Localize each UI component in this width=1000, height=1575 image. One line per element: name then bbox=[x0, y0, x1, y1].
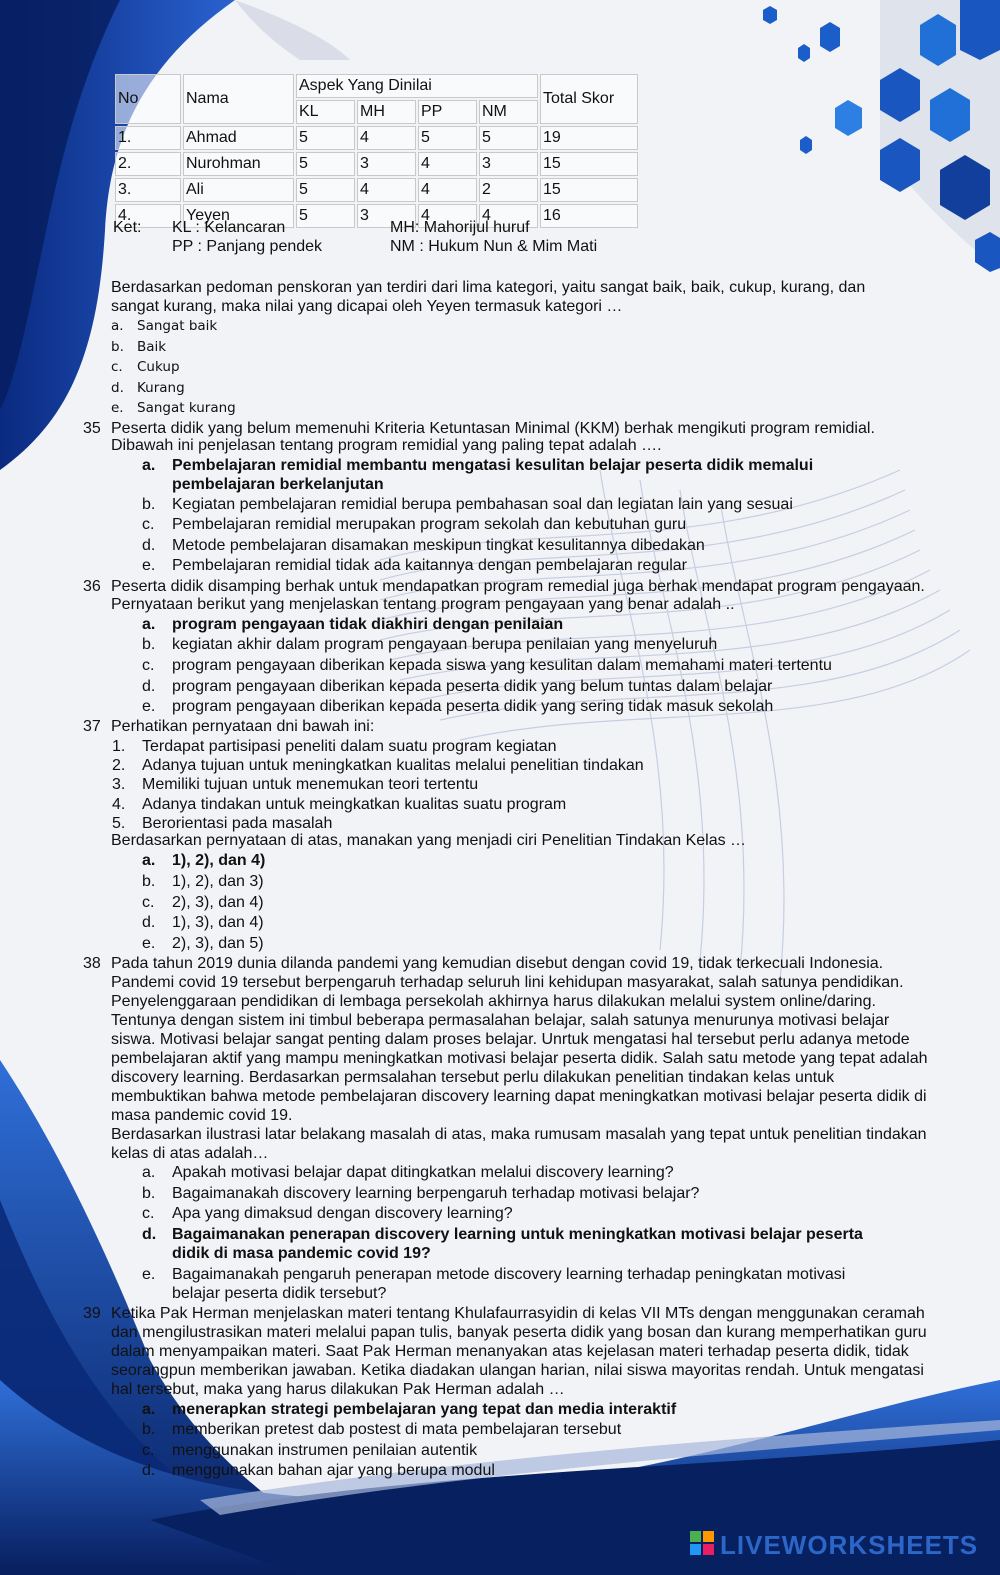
option-letter: b. bbox=[142, 1185, 156, 1202]
q38-line: kelas di atas adalah… bbox=[111, 1145, 269, 1162]
q37-statement-2 bbox=[112, 756, 644, 775]
header-mh: MH bbox=[357, 100, 416, 124]
ket-kl: KL : Kelancaran bbox=[172, 219, 286, 236]
cell-kl: 5 bbox=[296, 178, 355, 202]
statement-text: Berorientasi pada masalah bbox=[142, 815, 333, 832]
cell-nm: 4 bbox=[479, 204, 538, 228]
statement-number: 5. bbox=[112, 815, 126, 832]
option-letter: a. bbox=[142, 616, 156, 633]
cell-pp: 4 bbox=[418, 178, 477, 202]
q38-option-e[interactable] bbox=[142, 1265, 845, 1284]
statement-text: Memiliki tujuan untuk menemukan teori tertentu bbox=[142, 776, 479, 793]
table-row bbox=[115, 152, 638, 176]
option-text: memberikan pretest dab postest di mata pembelajaran tersebut bbox=[172, 1421, 622, 1438]
header-nm: NM bbox=[479, 100, 538, 124]
q36-number: 36 bbox=[83, 578, 101, 595]
q39-line: dan mengilustrasikan materi melalui papan tulis, banyak peserta didik yang bosan dan kurang memperhatikan guru bbox=[111, 1324, 927, 1341]
option-letter: b. bbox=[142, 496, 156, 513]
option-letter: b. bbox=[111, 339, 124, 355]
option-letter: c. bbox=[142, 516, 155, 533]
cell-no: 1. bbox=[115, 126, 181, 150]
cell-kl: 5 bbox=[296, 152, 355, 176]
q34-stem-line1: Berdasarkan pedoman penskoran yan terdiri dari lima kategori, yaitu sangat baik, baik, cukup, kurang, dan bbox=[111, 279, 866, 296]
q39-line: dalam menyampaikan materi. Saat Pak Herman menanyakan atas kejelasan materi terhadap peserta didik, tidak bbox=[111, 1343, 909, 1360]
option-letter: c. bbox=[142, 657, 155, 674]
option-text: Baik bbox=[137, 339, 167, 355]
option-text: program pengayaan diberikan kepada peserta didik yang sering tidak masuk sekolah bbox=[172, 698, 774, 715]
header-pp: PP bbox=[418, 100, 477, 124]
ket-mh: MH: Mahorijul huruf bbox=[390, 219, 530, 236]
cell-pp: 4 bbox=[418, 152, 477, 176]
option-letter: a. bbox=[142, 1401, 156, 1418]
header-nama: Nama bbox=[183, 74, 294, 124]
option-text: Pembelajaran remidial tidak ada kaitannya dengan pembelajaran regular bbox=[172, 557, 687, 574]
q37-option-d[interactable] bbox=[142, 913, 264, 932]
q37-option-b[interactable] bbox=[142, 872, 264, 891]
option-text: Metode pembelajaran disamakan meskipun tingkat kesulitannya dibedakan bbox=[172, 537, 705, 554]
statement-number: 2. bbox=[112, 757, 126, 774]
q38-option-d[interactable] bbox=[142, 1225, 863, 1244]
option-text: program pengayaan diberikan kepada peserta didik yang belum tuntas dalam belajar bbox=[172, 678, 773, 695]
q37-option-a[interactable] bbox=[142, 851, 265, 870]
option-letter: a. bbox=[111, 318, 124, 334]
statement-text: Adanya tindakan untuk meingkatkan kualitas suatu program bbox=[142, 796, 567, 813]
q34-option-b[interactable] bbox=[111, 339, 166, 355]
cell-nm: 5 bbox=[479, 126, 538, 150]
option-text: Bagaimanakah discovery learning berpengaruh terhadap motivasi belajar? bbox=[172, 1185, 700, 1202]
option-text: menerapkan strategi pembelajaran yang tepat dan media interaktif bbox=[172, 1401, 677, 1418]
header-total: Total Skor bbox=[540, 74, 638, 124]
q39-line: hal tersebut, maka yang harus dilakukan Pak Herman adalah … bbox=[111, 1381, 565, 1398]
option-text: 2), 3), dan 5) bbox=[172, 935, 264, 952]
statement-text: Terdapat partisipasi peneliti dalam suatu program kegiatan bbox=[142, 738, 557, 755]
cell-total: 16 bbox=[540, 204, 638, 228]
liveworksheets-logo-icon bbox=[690, 1531, 714, 1555]
q37-statement-1 bbox=[112, 737, 556, 756]
cell-nm: 3 bbox=[479, 152, 538, 176]
cell-nama: Ahmad bbox=[183, 126, 294, 150]
q35-option-c[interactable] bbox=[142, 515, 686, 534]
option-letter: d. bbox=[142, 678, 156, 695]
option-text: Pembelajaran remidial membantu mengatasi kesulitan belajar peserta didik memalui bbox=[172, 457, 814, 474]
option-letter: a. bbox=[142, 457, 156, 474]
option-text: 2), 3), dan 4) bbox=[172, 894, 264, 911]
q36-stem-line2: Pernyataan berikut yang menjelaskan tentang program pengayaan yang benar adalah .. bbox=[111, 596, 735, 613]
q38-option-d-cont: didik di masa pandemic covid 19? bbox=[172, 1245, 431, 1262]
option-letter: e. bbox=[142, 1266, 156, 1283]
q38-line: discovery learning. Berdasarkan permsalahan tersebut perlu dilakukan penelitian tindakan kelas untuk bbox=[111, 1069, 835, 1086]
q37-option-e[interactable] bbox=[142, 934, 264, 953]
q35-option-e[interactable] bbox=[142, 556, 687, 575]
cell-mh: 3 bbox=[357, 204, 416, 228]
q37-statement-4 bbox=[112, 795, 566, 814]
option-text: kegiatan akhir dalam program pengayaan berupa penilaian yang menyeluruh bbox=[172, 636, 718, 653]
option-letter: d. bbox=[142, 914, 156, 931]
q37-statement-3 bbox=[112, 775, 478, 794]
q36-stem-line1: Peserta didik disamping berhak untuk mendapatkan program remedial juga berhak mendapat program pengayaan. bbox=[111, 578, 925, 595]
q38-line: Penyelenggaraan pendidikan di lembaga persekolah akhirnya harus dilakukan melalui system online/daring. bbox=[111, 993, 876, 1010]
q38-option-b[interactable] bbox=[142, 1184, 699, 1203]
option-text: Bagaimanakan penerapan discovery learning untuk meningkatkan motivasi belajar peserta bbox=[172, 1226, 863, 1243]
option-text: Apakah motivasi belajar dapat ditingkatkan melalui discovery learning? bbox=[172, 1164, 674, 1181]
cell-nama: Ali bbox=[183, 178, 294, 202]
cell-mh: 4 bbox=[357, 126, 416, 150]
q36-option-c[interactable] bbox=[142, 656, 832, 675]
q36-option-a[interactable] bbox=[142, 615, 563, 634]
option-letter: d. bbox=[111, 380, 124, 396]
header-no: No bbox=[115, 74, 181, 124]
q39-line: seorangpun memberikan jawaban. Ketika diadakan ulangan harian, nilai siswa mayoritas rendah. Untuk mengatasi bbox=[111, 1362, 924, 1379]
option-letter: c. bbox=[142, 894, 155, 911]
q35-stem-line2: Dibawah ini penjelasan tentang program remidial yang paling tepat adalah …. bbox=[111, 437, 662, 454]
q34-stem-line2: sangat kurang, maka nilai yang dicapai oleh Yeyen termasuk kategori … bbox=[111, 298, 623, 315]
cell-total: 15 bbox=[540, 178, 638, 202]
q36-option-e[interactable] bbox=[142, 697, 773, 716]
option-text: menggunakan bahan ajar yang berupa modul bbox=[172, 1462, 495, 1479]
liveworksheets-brand[interactable]: LIVEWORKSHEETS bbox=[720, 1530, 979, 1560]
cell-nama: Nurohman bbox=[183, 152, 294, 176]
q39-option-c[interactable] bbox=[142, 1441, 477, 1460]
ket-nm: NM : Hukum Nun & Mim Mati bbox=[390, 238, 598, 255]
option-letter: d. bbox=[142, 1226, 157, 1243]
option-letter: c. bbox=[142, 1442, 155, 1459]
q35-option-d[interactable] bbox=[142, 536, 705, 555]
option-text: Apa yang dimaksud dengan discovery learning? bbox=[172, 1205, 513, 1222]
table-row bbox=[115, 126, 638, 150]
cell-kl: 5 bbox=[296, 126, 355, 150]
statement-text: Adanya tujuan untuk meningkatkan kualitas melalui penelitian tindakan bbox=[142, 757, 644, 774]
option-letter: e. bbox=[142, 935, 156, 952]
statement-number: 3. bbox=[112, 776, 126, 793]
q37-option-c[interactable] bbox=[142, 893, 264, 912]
option-letter: a. bbox=[142, 852, 156, 869]
q36-option-d[interactable] bbox=[142, 677, 772, 696]
q35-number: 35 bbox=[83, 420, 101, 437]
ket-label: Ket: bbox=[113, 219, 142, 236]
option-text: Bagaimanakah pengaruh penerapan metode discovery learning terhadap peningkatan motivasi bbox=[172, 1266, 846, 1283]
cell-no: 4. bbox=[115, 204, 181, 228]
option-letter: d. bbox=[142, 537, 156, 554]
cell-mh: 3 bbox=[357, 152, 416, 176]
statement-number: 4. bbox=[112, 796, 126, 813]
option-letter: c. bbox=[111, 359, 123, 375]
cell-no: 2. bbox=[115, 152, 181, 176]
option-letter: b. bbox=[142, 1421, 156, 1438]
q35-option-a-cont: pembelajaran berkelanjutan bbox=[172, 476, 384, 493]
option-text: menggunakan instrumen penilaian autentik bbox=[172, 1442, 478, 1459]
q38-line: siswa. Motivasi belajar sangat penting dalam proses belajar. Unrtuk mengatasi hal tersebut perlu adanya metode bbox=[111, 1031, 910, 1048]
cell-pp: 5 bbox=[418, 126, 477, 150]
q38-line: Berdasarkan ilustrasi latar belakang masalah di atas, maka rumusam masalah yang tepat untuk penelitian tindakan bbox=[111, 1126, 927, 1143]
q38-line: Pada tahun 2019 dunia dilanda pandemi yang kemudian disebut dengan covid 19, tidak terkecuali Indonesia. bbox=[111, 955, 884, 972]
q34-option-a[interactable] bbox=[111, 318, 217, 334]
option-letter: b. bbox=[142, 636, 156, 653]
q39-number: 39 bbox=[83, 1305, 101, 1322]
option-text: 1), 3), dan 4) bbox=[172, 914, 264, 931]
cell-total: 15 bbox=[540, 152, 638, 176]
q39-line: Ketika Pak Herman menjelaskan materi tentang Khulafaurrasyidin di kelas VII MTs dengan menggunakan ceramah bbox=[111, 1305, 925, 1322]
q35-option-b[interactable] bbox=[142, 495, 793, 514]
cell-total: 19 bbox=[540, 126, 638, 150]
cell-mh: 4 bbox=[357, 178, 416, 202]
q37-question: Berdasarkan pernyataan di atas, manakan yang menjadi ciri Penelitian Tindakan Kelas … bbox=[111, 832, 747, 849]
statement-number: 1. bbox=[112, 738, 126, 755]
q38-number: 38 bbox=[83, 955, 101, 972]
option-letter: e. bbox=[111, 400, 124, 416]
option-letter: c. bbox=[142, 1205, 155, 1222]
option-text: Kurang bbox=[137, 380, 185, 396]
option-text: 1), 2), dan 3) bbox=[172, 873, 264, 890]
q39-option-b[interactable] bbox=[142, 1420, 621, 1439]
q35-stem-line1: Peserta didik yang belum memenuhi Kriteria Ketuntasan Minimal (KKM) berhak mengikuti program remidial. bbox=[111, 420, 875, 437]
cell-kl: 5 bbox=[296, 204, 355, 228]
q34-option-e[interactable] bbox=[111, 400, 236, 416]
q38-line: Tentunya dengan sistem ini timbul beberapa permasalahan belajar, salah satunya menurunya motivasi belajar bbox=[111, 1012, 890, 1029]
q34-option-c[interactable] bbox=[111, 359, 180, 375]
q34-option-d[interactable] bbox=[111, 380, 185, 396]
q38-line: pembelajaran aktif yang mampu meningkatkan motivasi belajar peserta didik. Salah satu metode yang tepat adalah bbox=[111, 1050, 928, 1067]
option-text: Pembelajaran remidial merupakan program sekolah dan kebutuhan guru bbox=[172, 516, 687, 533]
option-text: Kegiatan pembelajaran remidial berupa pembahasan soal dan legiatan lain yang sesuai bbox=[172, 496, 793, 513]
q36-option-b[interactable] bbox=[142, 635, 717, 654]
q37-number: 37 bbox=[83, 718, 101, 735]
cell-no: 3. bbox=[115, 178, 181, 202]
cell-nama: Yeyen bbox=[183, 204, 294, 228]
ket-pp: PP : Panjang pendek bbox=[172, 238, 323, 255]
option-text: program pengayaan tidak diakhiri dengan penilaian bbox=[172, 616, 564, 633]
option-text: Cukup bbox=[137, 359, 180, 375]
option-letter: e. bbox=[142, 557, 156, 574]
cell-nm: 2 bbox=[479, 178, 538, 202]
q38-line: masa pandemic covid 19. bbox=[111, 1107, 293, 1124]
q39-option-a[interactable] bbox=[142, 1400, 676, 1419]
option-text: 1), 2), dan 4) bbox=[172, 852, 266, 869]
q38-option-e-cont: belajar peserta didik tersebut? bbox=[172, 1285, 387, 1302]
option-text: Sangat baik bbox=[137, 318, 218, 334]
option-letter: e. bbox=[142, 698, 156, 715]
q38-line: membuktikan bahwa metode pembelajaran discovery learning dapat meningkatkan motivasi belajar peserta didik di bbox=[111, 1088, 927, 1105]
option-letter: d. bbox=[142, 1462, 156, 1479]
option-letter: b. bbox=[142, 873, 156, 890]
q35-option-a[interactable] bbox=[142, 456, 813, 475]
q37-stem: Perhatikan pernyataan dni bawah ini: bbox=[111, 718, 375, 735]
table-row bbox=[115, 178, 638, 202]
q39-option-d[interactable] bbox=[142, 1461, 495, 1480]
score-table bbox=[113, 72, 640, 230]
option-letter: a. bbox=[142, 1164, 156, 1181]
q38-option-a[interactable] bbox=[142, 1163, 674, 1182]
header-kl: KL bbox=[296, 100, 355, 124]
header-aspek: Aspek Yang Dinilai bbox=[296, 74, 538, 98]
option-text: program pengayaan diberikan kepada siswa yang kesulitan dalam memahami materi tertentu bbox=[172, 657, 832, 674]
q38-line: Pandemi covid 19 tersebut berpengaruh terhadap seluruh lini kehidupan masyarakat, salah satunya pendidikan. bbox=[111, 974, 904, 991]
option-text: Sangat kurang bbox=[137, 400, 236, 416]
q38-option-c[interactable] bbox=[142, 1204, 513, 1223]
cell-pp: 4 bbox=[418, 204, 477, 228]
